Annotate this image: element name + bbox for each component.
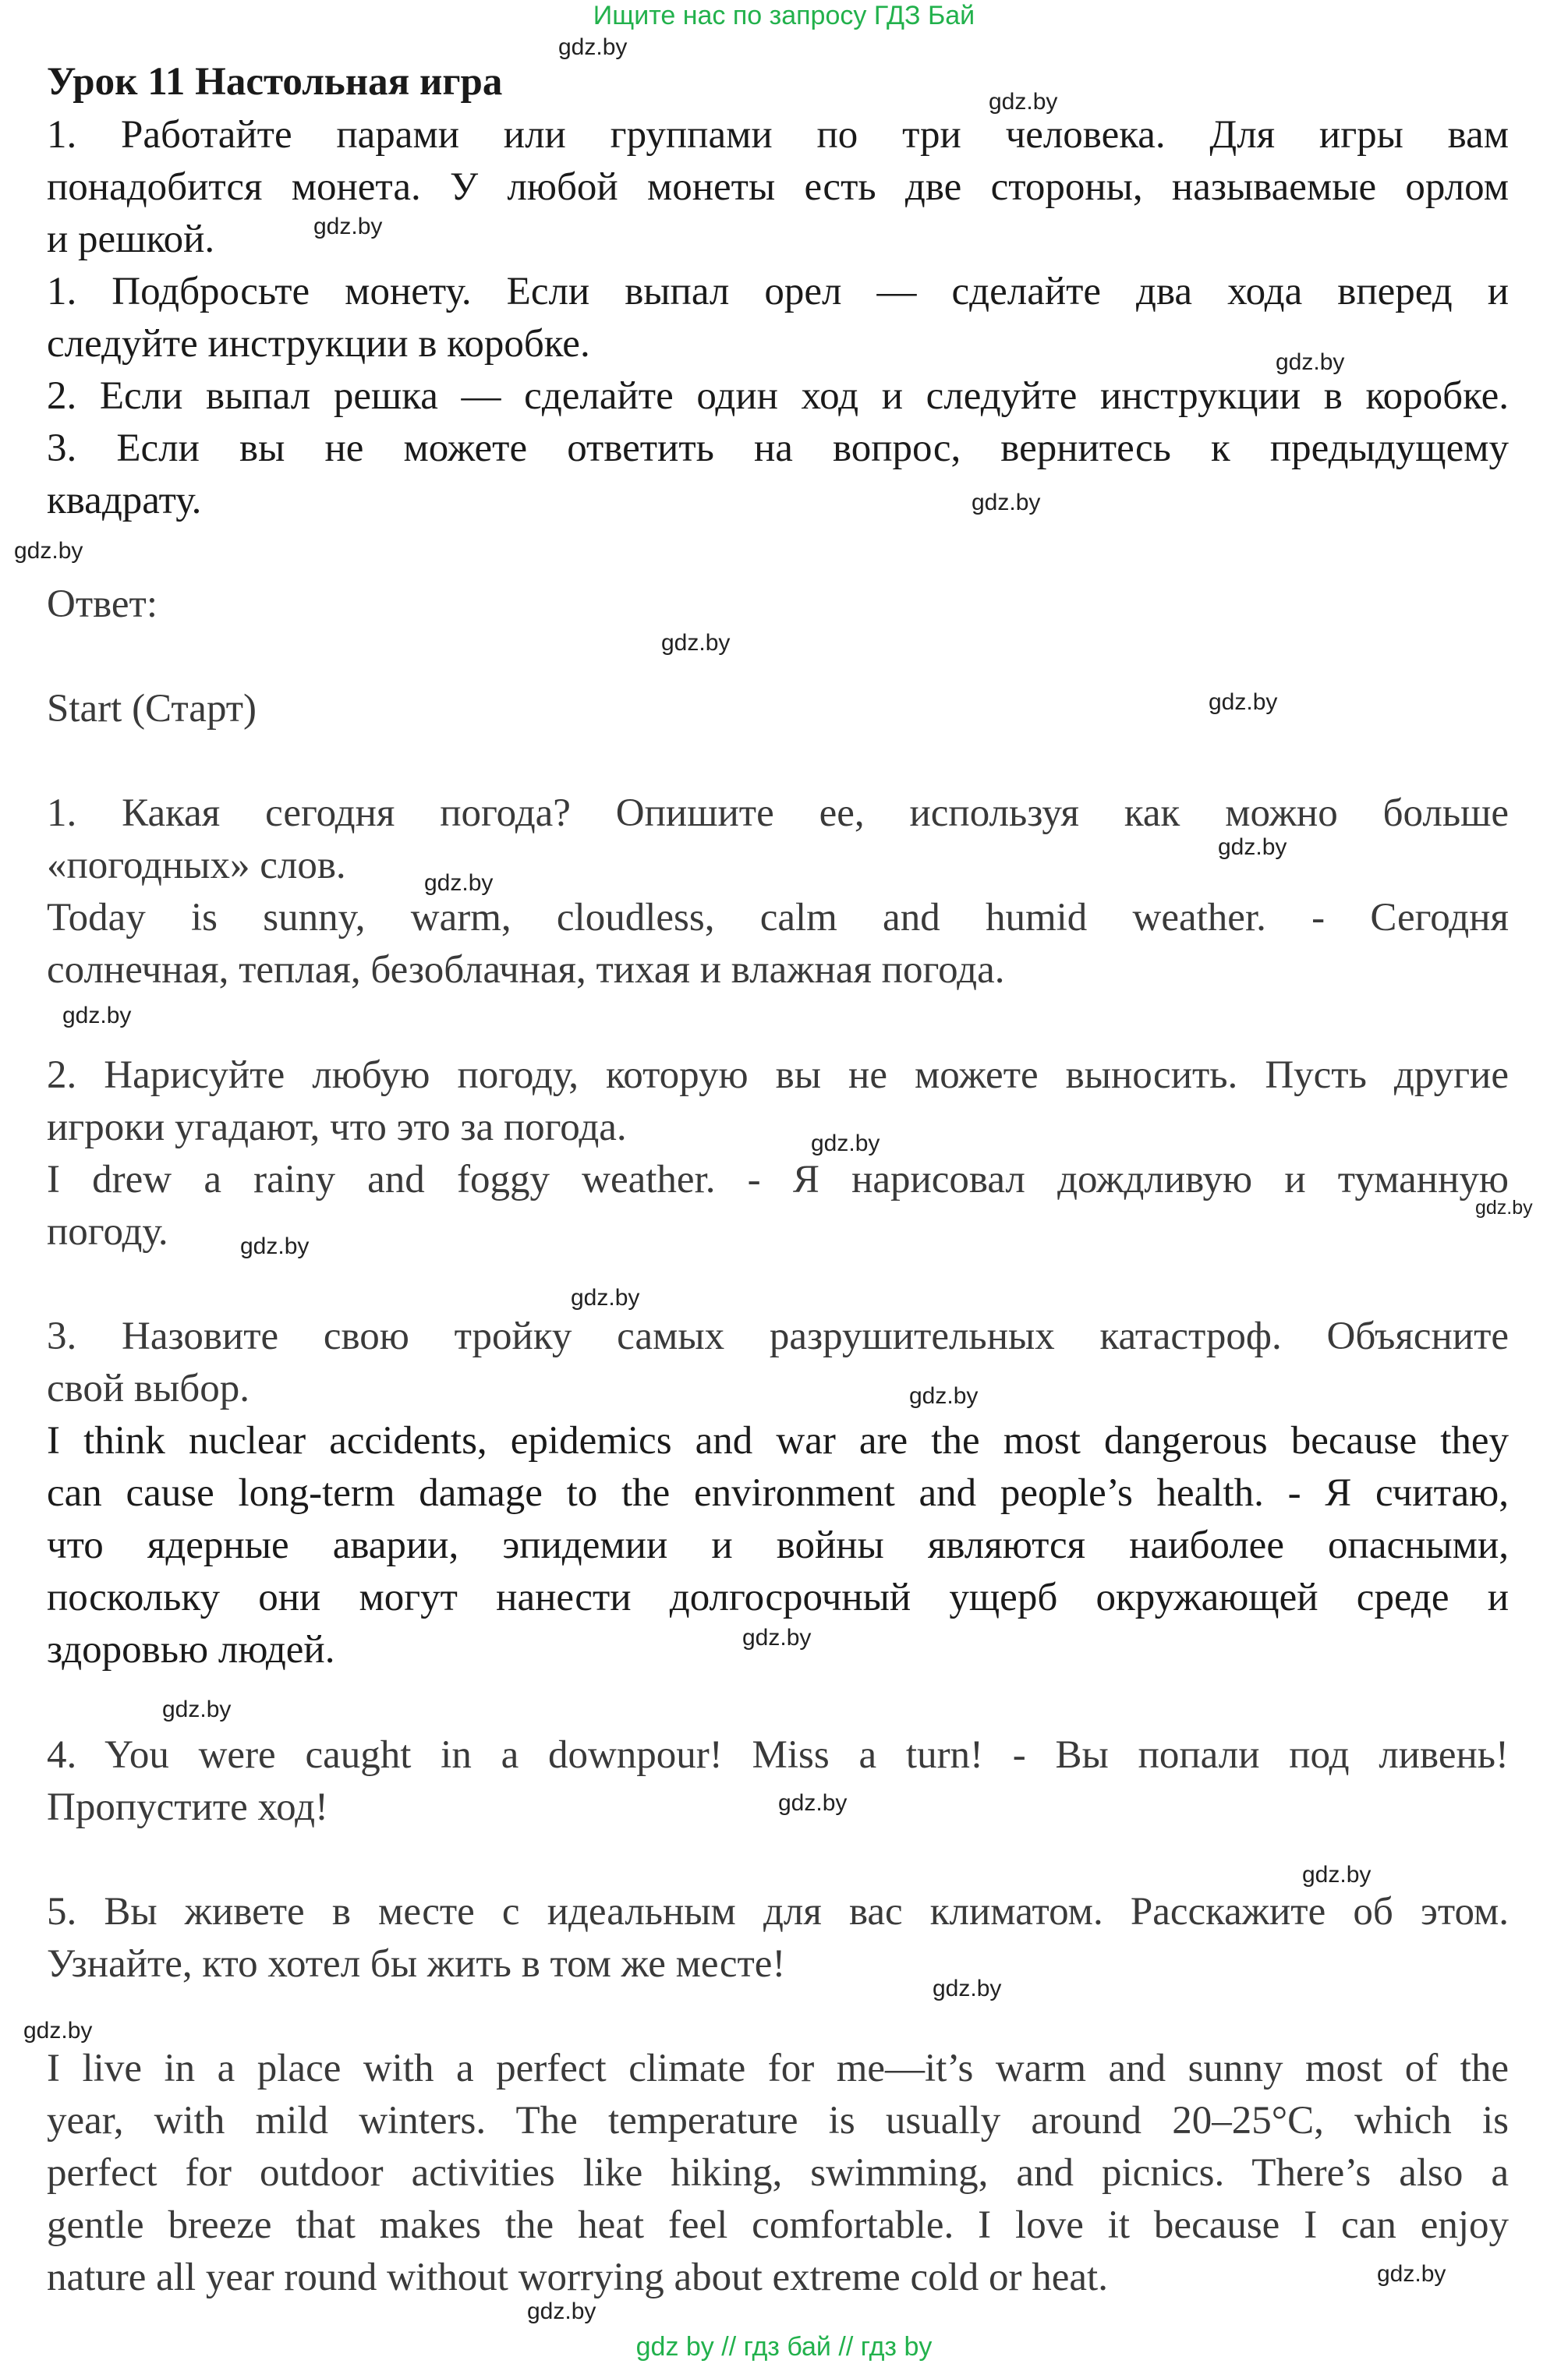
watermark: gdz.by [1209,689,1278,715]
watermark: gdz.by [14,538,83,564]
task-line: Узнайте, кто хотел бы жить в том же месте! [47,1942,786,1986]
text-line: 1. Работайте парами или группами по три человека. Для игры вам [47,113,1509,157]
watermark: gdz.by [558,34,628,60]
text-line: 1. Подбросьте монету. Если выпал орел — сделайте два хода вперед и [47,270,1509,313]
answer-line: здоровью людей. [47,1628,335,1672]
answer-line: year, with mild winters. The temperature is usually around 20–25°C, which is [47,2099,1509,2143]
lesson-title: Урок 11 Настольная игра [47,60,503,104]
watermark: gdz.by [1302,1862,1372,1888]
answer-line: gentle breeze that makes the heat feel comfortable. I love it because I can enjoy [47,2203,1509,2247]
watermark: gdz.by [778,1790,848,1816]
answer-label-block [47,579,1509,631]
start-label: Start (Старт) [47,687,257,731]
answer-line: I live in a place with a perfect climate for me—it’s warm and sunny most of the [47,2047,1509,2090]
intro-instructions [47,109,1509,527]
watermark: gdz.by [240,1233,310,1259]
watermark: gdz.by [1218,834,1287,860]
answer-line: I think nuclear accidents, epidemics and war are the most dangerous because they [47,1419,1509,1463]
task-line: «погодных» слов. [47,844,346,887]
footer-links[interactable]: gdz by // гдз бай // гдз by [635,2332,933,2362]
task-line: свой выбор. [47,1367,250,1410]
text-line: следуйте инструкции в коробке. [47,322,590,366]
watermark: gdz.by [571,1285,640,1311]
task-line: 3. Назовите свою тройку самых разрушительных катастроф. Объясните [47,1315,1509,1358]
question-2 [47,1049,1509,1258]
watermark: gdz.by [424,870,494,896]
answer-line: I drew a rainy and foggy weather. - Я нарисовал дождливую и туманную [47,1158,1509,1201]
question-1 [47,787,1509,996]
watermark: gdz.by [62,1003,132,1028]
task-line: 2. Нарисуйте любую погоду, которую вы не можете выносить. Пусть другие [47,1053,1509,1097]
watermark: gdz.by [162,1697,232,1722]
text-line: 4. You were caught in a downpour! Miss a turn! - Вы попали под ливень! [47,1733,1509,1777]
watermark: gdz.by [313,214,383,239]
text-line: квадрату. [47,479,202,522]
question-5 [47,1886,1509,1991]
top-banner[interactable]: Ищите нас по запросу ГДЗ Бай [593,1,975,30]
answer-line: что ядерные аварии, эпидемии и войны являются наиболее опасными, [47,1523,1509,1567]
question-3 [47,1311,1509,1676]
answer-line: поскольку они могут нанести долгосрочный ущерб окружающей среде и [47,1576,1509,1619]
answer-label: Ответ: [47,582,158,626]
watermark: gdz.by [909,1383,979,1409]
answer-line: погоду. [47,1210,168,1254]
watermark: gdz.by [23,2018,93,2044]
watermark: gdz.by [933,1976,1002,2001]
text-line: понадобится монета. У любой монеты есть две стороны, называемые орлом [47,165,1509,209]
question-5-answer [47,2043,1509,2304]
answer-line: can cause long-term damage to the environment and people’s health. - Я считаю, [47,1471,1509,1515]
text-line: 3. Если вы не можете ответить на вопрос, вернитесь к предыдущему [47,426,1509,470]
watermark: gdz.by [1276,349,1345,375]
watermark: gdz.by [811,1131,880,1156]
watermark: gdz.by [972,490,1041,515]
watermark: gdz.by [742,1625,812,1651]
watermark: gdz.by [527,2298,596,2324]
task-line: игроки угадают, что это за погода. [47,1106,627,1149]
watermark: gdz.by [1475,1197,1533,1219]
watermark: gdz.by [989,89,1058,115]
watermark: gdz.by [661,630,731,656]
answer-line: perfect for outdoor activities like hiking, swimming, and picnics. There’s also a [47,2151,1509,2195]
text-line: 2. Если выпал решка — сделайте один ход и следуйте инструкции в коробке. [47,374,1509,418]
answer-line: nature all year round without worrying about extreme cold or heat. [47,2256,1108,2299]
answer-line: Today is sunny, warm, cloudless, calm and humid weather. - Сегодня [47,896,1509,940]
question-4 [47,1729,1509,1834]
text-line: Пропустите ход! [47,1785,329,1829]
start-block [47,683,1509,735]
task-line: 1. Какая сегодня погода? Опишите ее, используя как можно больше [47,791,1509,835]
watermark: gdz.by [1377,2261,1446,2287]
task-line: 5. Вы живете в месте с идеальным для вас климатом. Расскажите об этом. [47,1890,1509,1934]
answer-line: солнечная, теплая, безоблачная, тихая и влажная погода. [47,948,1005,992]
text-line: и решкой. [47,218,215,261]
